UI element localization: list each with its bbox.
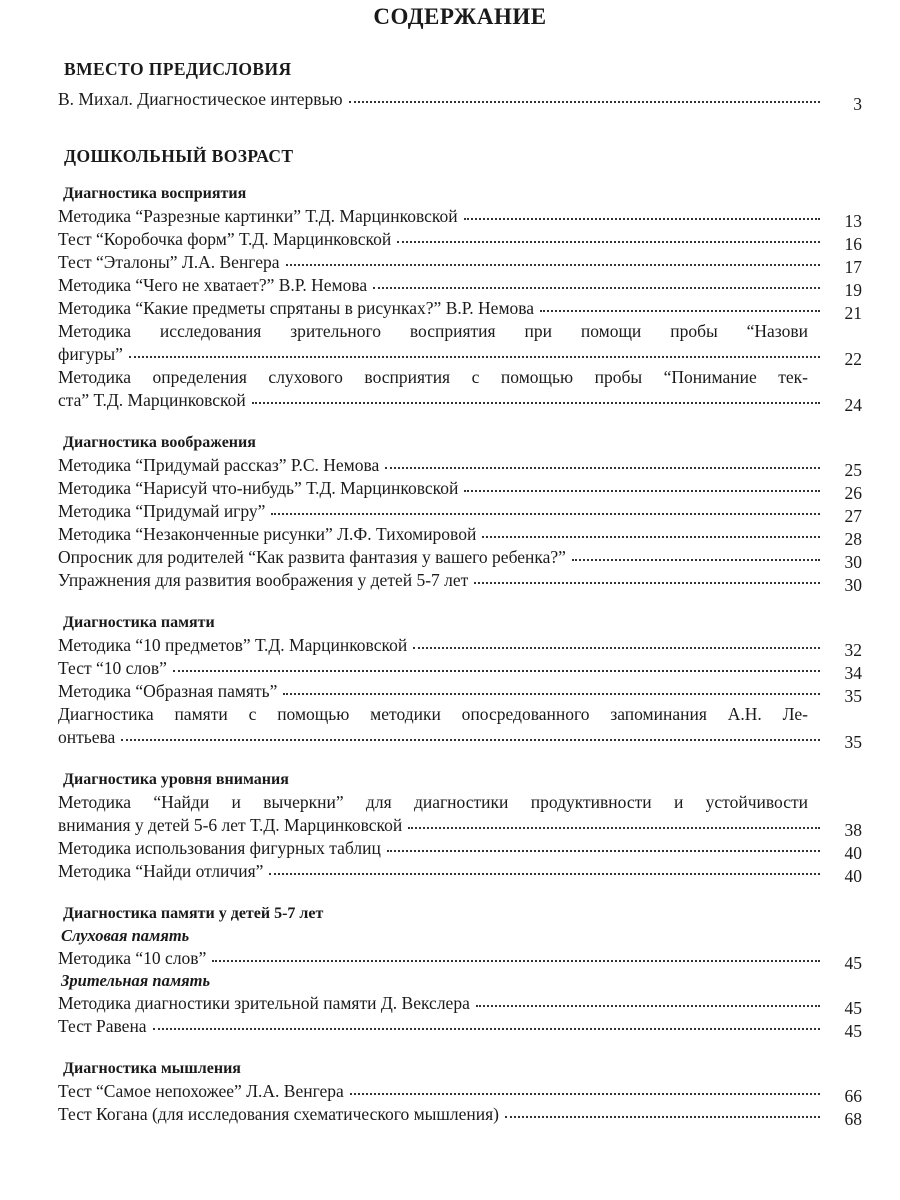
toc-entry-text: Методика определения слухового восприятия с помощью пробы “Понимание тек- — [58, 367, 808, 387]
dot-leader — [387, 846, 820, 852]
section-heading: Диагностика воображения — [63, 434, 256, 451]
page-number: 45 — [844, 998, 862, 1018]
dot-leader — [464, 486, 820, 492]
toc-entry — [58, 947, 862, 973]
toc-entry-text: Методика “10 слов” — [58, 948, 207, 968]
toc-entry-text: Методика “Какие предметы спрятаны в рисунках?” В.Р. Немова — [58, 298, 535, 318]
dot-leader — [413, 643, 820, 649]
toc-section — [58, 432, 862, 595]
subsection-heading: Зрительная память — [61, 971, 210, 990]
toc-entry-line — [58, 726, 862, 752]
toc-entry — [58, 860, 862, 886]
toc-entry-text: Методика “Придумай игру” — [58, 501, 266, 521]
toc-entry-line — [58, 228, 862, 254]
page-number: 26 — [844, 483, 862, 503]
page-number: 25 — [844, 460, 862, 480]
toc-entry-line — [58, 657, 862, 683]
dot-leader — [269, 869, 820, 875]
toc-entry-line — [58, 205, 862, 231]
toc-entry — [58, 228, 862, 254]
toc-entry-line — [58, 992, 862, 1018]
toc-entry-text: Методика “Найди отличия” — [58, 861, 264, 881]
toc-entry-text: Методика “Придумай рассказ” Р.С. Немова — [58, 455, 380, 475]
dot-leader — [286, 260, 820, 266]
dot-leader — [350, 1089, 820, 1095]
dot-leader — [572, 555, 820, 561]
toc-entry — [58, 454, 862, 480]
toc-entry-text: Методика “Разрезные картинки” Т.Д. Марцинковской — [58, 206, 458, 226]
page-number: 35 — [844, 732, 862, 752]
dot-leader — [173, 666, 820, 672]
toc-entry — [58, 657, 862, 683]
toc-entry — [58, 680, 862, 706]
toc-entry-line — [58, 251, 862, 277]
toc-entry-text: Методика “Найди и вычеркни” для диагностики продуктивности и устойчивости — [58, 792, 808, 812]
toc-entry-text: Упражнения для развития воображения у детей 5-7 лет — [58, 570, 469, 590]
page-number: 27 — [844, 506, 862, 526]
page-number: 66 — [844, 1086, 862, 1106]
toc-entry-text: Методика “Незаконченные рисунки” Л.Ф. Тихомировой — [58, 524, 477, 544]
page-number: 19 — [844, 280, 862, 300]
dot-leader — [540, 306, 820, 312]
dot-leader — [464, 214, 820, 220]
section-heading: Диагностика уровня внимания — [63, 771, 289, 788]
toc-entry-text: Тест “Самое непохожее” Л.А. Венгера — [58, 1081, 344, 1101]
toc-entry — [58, 88, 862, 114]
page-number: 32 — [844, 640, 862, 660]
subsection-heading: Слуховая память — [61, 926, 190, 945]
toc-entry-text: онтьева — [58, 727, 116, 747]
toc-entry — [58, 569, 862, 595]
toc-entry — [58, 523, 862, 549]
toc-entry-text: Тест Когана (для исследования схематического мышления) — [58, 1104, 500, 1124]
dot-leader — [252, 398, 820, 404]
toc-entry — [58, 1080, 862, 1106]
toc-entry-line — [58, 569, 862, 595]
toc-entry-text: В. Михал. Диагностическое интервью — [58, 89, 343, 109]
toc-entry-text: Тест “10 слов” — [58, 658, 167, 678]
page-number: 17 — [844, 257, 862, 277]
dot-leader — [397, 237, 820, 243]
toc-entry-text: фигуры” — [58, 344, 123, 364]
toc-entry-text: Методика диагностики зрительной памяти Д. Векслера — [58, 993, 470, 1013]
toc-entry — [58, 546, 862, 572]
toc-entry — [58, 320, 862, 369]
toc-entry — [58, 251, 862, 277]
toc-section — [58, 88, 862, 114]
toc-entry — [58, 274, 862, 300]
section-heading: Диагностика восприятия — [63, 185, 247, 202]
toc-section — [58, 903, 862, 1041]
dot-leader — [505, 1112, 820, 1118]
toc-entry-text: ста” Т.Д. Марцинковской — [58, 390, 246, 410]
page-number: 45 — [844, 1021, 862, 1041]
page-number: 45 — [844, 953, 862, 973]
part-heading: ДОШКОЛЬНЫЙ ВОЗРАСТ — [64, 146, 294, 166]
dot-leader — [283, 689, 820, 695]
toc-entry-line — [58, 454, 862, 480]
toc-entry — [58, 791, 862, 840]
toc-entry-line — [58, 389, 862, 415]
toc-entry-text: Диагностика памяти с помощью методики опосредованного запоминания А.Н. Ле- — [58, 704, 808, 724]
dot-leader — [408, 823, 820, 829]
toc-entry — [58, 1015, 862, 1041]
dot-leader — [271, 509, 820, 515]
page-number: 3 — [853, 94, 862, 114]
toc-entry-line — [58, 860, 862, 886]
toc-entry-text: Методика “Нарисуй что-нибудь” Т.Д. Марцинковской — [58, 478, 459, 498]
page-number: 30 — [844, 552, 862, 572]
toc-entry — [58, 634, 862, 660]
toc-entry-text: Опросник для родителей “Как развита фантазия у вашего ребенка?” — [58, 547, 566, 567]
toc-entry-text: Методика “Чего не хватает?” В.Р. Немова — [58, 275, 368, 295]
dot-leader — [373, 283, 820, 289]
toc-entry-line — [58, 500, 862, 526]
page-number: 13 — [844, 211, 862, 231]
page-number: 68 — [844, 1109, 862, 1129]
toc-entry — [58, 297, 862, 323]
page-number: 38 — [844, 820, 862, 840]
toc-section — [58, 183, 862, 415]
dot-leader — [476, 1001, 820, 1007]
table-of-contents — [58, 58, 862, 1129]
dot-leader — [153, 1024, 820, 1030]
toc-entry-line — [58, 1103, 862, 1129]
page-number: 22 — [844, 349, 862, 369]
dot-leader — [482, 532, 820, 538]
part-heading: ВМЕСТО ПРЕДИСЛОВИЯ — [64, 59, 292, 79]
toc-entry — [58, 992, 862, 1018]
dot-leader — [129, 352, 820, 358]
page-number: 16 — [844, 234, 862, 254]
toc-entry-line — [58, 343, 862, 369]
toc-entry-text: Методика исследования зрительного восприятия при помощи пробы “Назови — [58, 321, 808, 341]
toc-entry — [58, 477, 862, 503]
dot-leader — [474, 578, 820, 584]
dot-leader — [212, 956, 820, 962]
toc-entry-line — [58, 814, 862, 840]
toc-entry-text: Методика использования фигурных таблиц — [58, 838, 381, 858]
toc-entry-line — [58, 297, 862, 323]
toc-entry-line — [58, 88, 862, 114]
toc-entry-text: Тест Равена — [58, 1016, 147, 1036]
page-number: 35 — [844, 686, 862, 706]
page-title: СОДЕРЖАНИЕ — [373, 4, 547, 29]
page-number: 24 — [844, 395, 862, 415]
toc-entry-text: Тест “Коробочка форм” Т.Д. Марцинковской — [58, 229, 392, 249]
toc-section — [58, 1058, 862, 1129]
toc-entry-text: внимания у детей 5-6 лет Т.Д. Марцинковской — [58, 815, 403, 835]
toc-entry — [58, 703, 862, 752]
page-number: 21 — [844, 303, 862, 323]
dot-leader — [385, 463, 820, 469]
toc-entry-line — [58, 634, 862, 660]
toc-entry — [58, 1103, 862, 1129]
toc-entry-text: Методика “Образная память” — [58, 681, 278, 701]
toc-entry-line — [58, 680, 862, 706]
page-number: 40 — [844, 843, 862, 863]
toc-entry-text: Методика “10 предметов” Т.Д. Марцинковской — [58, 635, 408, 655]
dot-leader — [349, 97, 820, 103]
toc-entry-line — [58, 546, 862, 572]
page-number: 34 — [844, 663, 862, 683]
page-number: 28 — [844, 529, 862, 549]
toc-section — [58, 769, 862, 886]
toc-entry-line — [58, 947, 862, 973]
toc-entry — [58, 366, 862, 415]
section-heading: Диагностика мышления — [63, 1060, 241, 1077]
toc-section — [58, 612, 862, 752]
toc-entry-line — [58, 523, 862, 549]
toc-entry-line — [58, 1015, 862, 1041]
toc-entry-line — [58, 477, 862, 503]
toc-entry-line — [58, 1080, 862, 1106]
page-number: 30 — [844, 575, 862, 595]
section-heading: Диагностика памяти у детей 5-7 лет — [63, 905, 324, 922]
toc-entry — [58, 837, 862, 863]
section-heading: Диагностика памяти — [63, 614, 215, 631]
toc-entry-line — [58, 837, 862, 863]
page-number: 40 — [844, 866, 862, 886]
toc-entry-line — [58, 274, 862, 300]
toc-entry-text: Тест “Эталоны” Л.А. Венгера — [58, 252, 280, 272]
toc-entry — [58, 500, 862, 526]
toc-entry — [58, 205, 862, 231]
dot-leader — [121, 735, 820, 741]
